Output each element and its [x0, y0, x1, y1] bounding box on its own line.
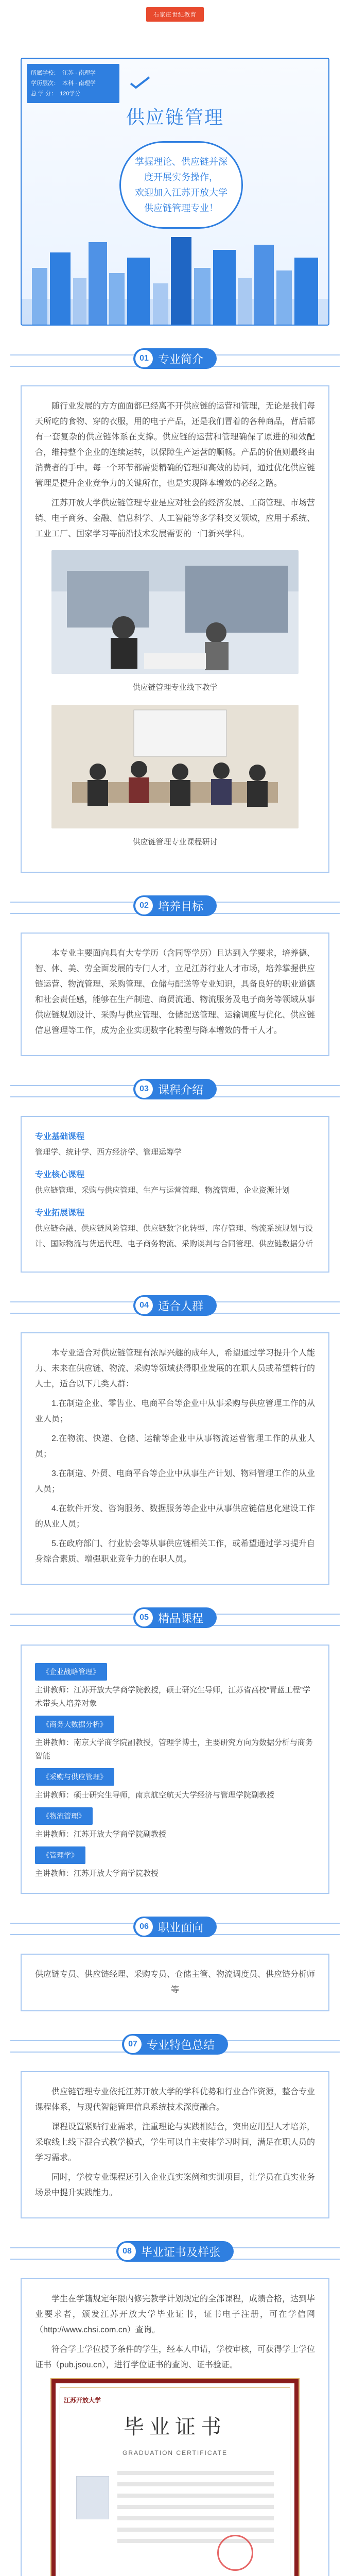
goal-box	[21, 933, 329, 1056]
bubble-line: 度开展实务操作，	[144, 172, 218, 182]
info-value: 本科 · 南理学	[62, 80, 96, 87]
bubble-line: 供应链管理专业！	[144, 203, 218, 213]
section-header-intro	[0, 346, 350, 375]
course-category-title: 专业基础课程	[35, 1132, 85, 1141]
teacher-entry	[35, 1710, 315, 1763]
intro-box	[21, 385, 329, 873]
course-tag: 《采购与供应管理》	[35, 1768, 114, 1786]
intro-paragraph: 江苏开放大学供应链管理专业是应对社会的经济发展、工商管理、市场营销、电子商务、金融、信息科学、人工智能等多学科交叉领域，应用于系统、工业工厂、国家学习等前沿技术发展需要的一门新兴学科。	[35, 499, 316, 538]
section-title: 精品课程	[157, 1612, 204, 1625]
section-header-goal	[0, 893, 350, 922]
graduation-certificate-sample	[51, 2379, 299, 2576]
featured-box	[21, 1645, 329, 1894]
cert-paragraph: 符合学士学位授予条件的学生，经本人申请，学校审核，可获得学士学位证书（pub.jsou.cn），进行学位证书的查询、证书验证。	[35, 2345, 316, 2369]
section-number: 03	[135, 1080, 153, 1098]
section-title: 课程介绍	[157, 1083, 204, 1096]
section-header-audience	[0, 1293, 350, 1322]
cert-paragraph: 学生在学籍规定年限内修完教学计划规定的全部课程，成绩合格，达到毕业要求者，颁发江苏开放大学毕业证书，证书电子注册，可在学信网（http://www.chsi.com.cn）查询。	[35, 2295, 316, 2334]
career-text: 供应链专员、供应链经理、采购专员、仓储主管、物流调度员、供应链分析师等	[35, 1970, 316, 1994]
certificate-subtitle: GRADUATION CERTIFICATE	[122, 2449, 227, 2456]
course-category-title: 专业核心课程	[35, 1171, 85, 1179]
course-tag: 《物流管理》	[35, 1807, 93, 1825]
section-number: 06	[135, 1918, 153, 1936]
audience-item: 4.在软件开发、咨询服务、数据服务等企业中从事供应链信息化建设工作的从业人员；	[35, 1504, 315, 1529]
section-title: 专业特色总结	[146, 2038, 215, 2052]
course-block	[35, 1206, 315, 1252]
hero-info-row	[31, 78, 115, 89]
hero-info-box	[27, 64, 119, 103]
teacher-desc: 主讲教师：江苏开放大学商学院教授，硕士研究生导师，江苏省高校“青蓝工程”学术带头人培养对象	[35, 1686, 310, 1708]
section-number: 01	[135, 350, 153, 367]
course-tag: 《企业战略管理》	[35, 1663, 107, 1681]
course-category-title: 专业拓展课程	[35, 1209, 85, 1217]
portrait-photo-placeholder	[76, 2476, 109, 2519]
feature-paragraph: 课程设置紧贴行业需求，注重理论与实践相结合，突出应用型人才培养，采取线上线下混合式教学模式，学生可以自主安排学习时间，满足在职人员的学习需求。	[35, 2123, 316, 2162]
section-title: 培养目标	[157, 900, 204, 913]
top-tag-area	[0, 0, 350, 29]
hero-title: 供应链管理	[126, 107, 224, 128]
course-list: 管理学、统计学、西方经济学、管理运筹学	[35, 1148, 182, 1157]
check-logo-icon	[130, 76, 150, 92]
section-number: 07	[124, 2036, 142, 2053]
section-title: 毕业证书及样张	[141, 2245, 221, 2259]
course-tag: 《管理学》	[35, 1846, 85, 1864]
seminar-photo	[51, 705, 299, 828]
audience-item: 1.在制造企业、零售业、电商平台等企业中从事采购与供应管理工作的从业人员；	[35, 1399, 315, 1423]
hero-banner	[21, 58, 329, 326]
section-number: 08	[118, 2243, 136, 2260]
course-block	[35, 1129, 315, 1160]
hero-info-row	[31, 89, 115, 99]
info-value: 120学分	[60, 91, 81, 97]
courses-box	[21, 1116, 329, 1273]
bubble-line: 欢迎加入江苏开放大学	[135, 188, 227, 198]
photo-caption: 供应链管理专业线下教学	[132, 683, 218, 692]
course-list: 供应链金融、供应链风险管理、供应链数字化转型、库存管理、物流系统规划与设计、国际物流与货运代理、电子商务物流、采购谈判与合同管理、供应链数据分析	[35, 1224, 313, 1248]
seal-icon	[217, 2535, 253, 2571]
audience-intro: 本专业适合对供应链管理有浓厚兴趣的成年人，希望通过学习提升个人能力、未来在供应链、物流、采购等领域获得职业发展的在职人员或希望转行的人士，适合以下几类人群：	[35, 1349, 316, 1388]
feature-paragraph: 同时，学校专业课程还引入企业真实案例和实训项目，让学员在真实业务场景中提升实践能力。	[35, 2173, 316, 2197]
top-tag[interactable]: 石家庄世纪教育	[146, 7, 204, 22]
goal-paragraph: 本专业主要面向具有大专学历（含同等学历）且达到入学要求，培养德、智、体、美、劳全面发展的专门人才，立足江苏行业人才市场，培养掌握供应链运营、物流管理、采购管理、仓储与配送等专业知识，具备良好的职业道德和社会责任感，能够在生产制造、商贸流通、物流服务及电子商务等领域从事供应链规划设计、采购与供应管理、仓储配送管理、运输调度与优化、供应链信息管理等工作，成为企业实现数字化转型与降本增效的骨干人才。	[35, 949, 316, 1035]
section-title: 适合人群	[157, 1299, 204, 1313]
features-box	[21, 2071, 329, 2218]
feature-paragraph: 供应链管理专业依托江苏开放大学的学科优势和行业合作资源，整合专业课程体系，与现代智能管理信息系统技术深度融合。	[35, 2088, 316, 2112]
teacher-entry	[35, 1763, 315, 1802]
certificate-text-lines	[117, 2471, 274, 2550]
info-label: 所属学校：	[31, 70, 59, 76]
teacher-desc: 主讲教师：南京大学商学院副教授，管理学博士，主要研究方向为数据分析与商务智能	[35, 1738, 313, 1760]
section-number: 04	[135, 1297, 153, 1314]
section-header-courses	[0, 1077, 350, 1106]
info-value: 江苏 · 南理学	[62, 70, 96, 76]
certificate-box	[21, 2278, 329, 2576]
career-box	[21, 1954, 329, 2011]
section-header-featured	[0, 1605, 350, 1634]
teacher-desc: 主讲教师：江苏开放大学商学院副教授	[35, 1830, 167, 1839]
hero-bubble	[119, 141, 243, 229]
teacher-desc: 主讲教师：江苏开放大学商学院教授	[35, 1869, 159, 1878]
course-list: 供应链管理、采购与供应管理、生产与运营管理、物流管理、企业资源计划	[35, 1186, 290, 1195]
info-label: 总 学 分：	[31, 91, 57, 97]
certificate-title: 毕业证书	[124, 2415, 226, 2439]
teacher-desc: 主讲教师：硕士研究生导师，南京航空航天大学经济与管理学院副教授	[35, 1791, 275, 1800]
section-title: 专业简介	[157, 352, 204, 366]
section-header-career	[0, 1914, 350, 1943]
hero-info-row	[31, 68, 115, 78]
intro-paragraph: 随行业发展的方方面面都已经离不开供应链的运营和管理，无论是我们每天所吃的食物、穿的衣服，用的电子产品，还是我们冒着的各种商品，背后都有一套复杂的供应链体系在支撑。供应链的运营和管理确保了原进的和效配合，维持整个企业的连续运转，以保障生产运营的顺畅。产品的价值则最终由消费者的手中。每一个环节都需要精确的管理和高效的协同，通过优化供应链管理是提升企业竞争力的关键所在，也是实现降本增效的必经之路。	[35, 402, 316, 488]
course-tag: 《商务大数据分析》	[35, 1716, 114, 1733]
info-label: 学历层次：	[31, 80, 59, 87]
section-header-certificate	[0, 2239, 350, 2268]
section-number: 05	[135, 1609, 153, 1626]
audience-item: 2.在物流、快递、仓储、运输等企业中从事物流运营管理工作的从业人员；	[35, 1434, 315, 1459]
photo-caption: 供应链管理专业课程研讨	[132, 838, 218, 846]
bubble-line: 掌握理论、供应链并深	[135, 157, 227, 167]
teacher-entry	[35, 1658, 315, 1710]
audience-item: 3.在制造、外贸、电商平台等企业中从事生产计划、物料管理工作的从业人员；	[35, 1469, 315, 1494]
city-skyline-illustration	[22, 222, 328, 325]
audience-box	[21, 1332, 329, 1585]
audience-item: 5.在政府部门、行业协会等从事供应链相关工作，或希望通过学习提升自身综合素质、增强职业竞争力的在职人员。	[35, 1539, 315, 1564]
classroom-photo	[51, 550, 299, 674]
university-logo-text: 江苏开放大学	[64, 2397, 101, 2404]
course-block	[35, 1167, 315, 1198]
teacher-entry	[35, 1802, 315, 1841]
section-title: 职业面向	[157, 1921, 204, 1934]
teacher-entry	[35, 1841, 315, 1880]
section-header-features	[0, 2032, 350, 2061]
section-number: 02	[135, 897, 153, 914]
